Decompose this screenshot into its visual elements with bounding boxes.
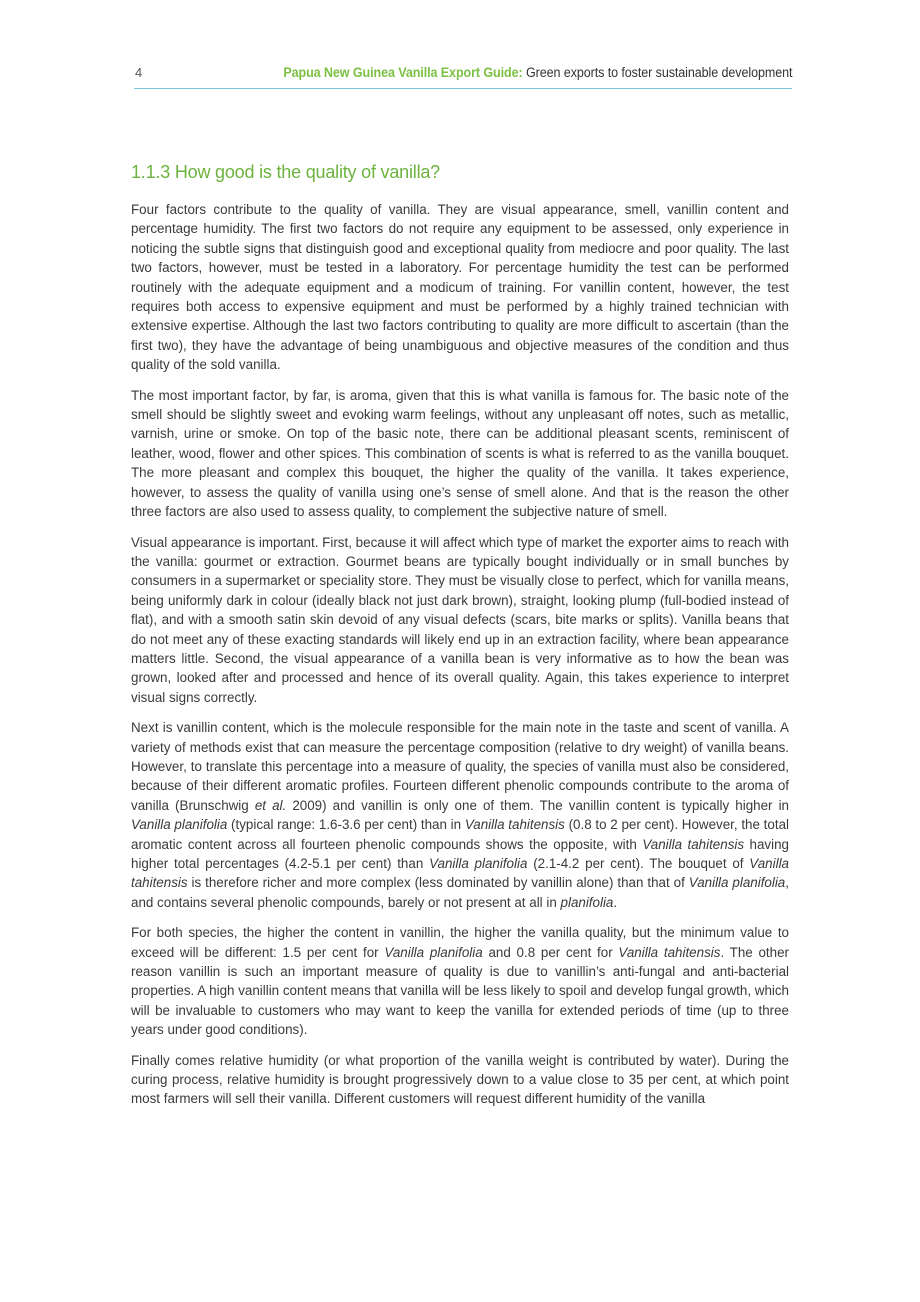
- species-name: Vanilla tahitensis: [642, 836, 745, 852]
- text-run: is therefore richer and more complex (less dominated by vanillin alone) than that of: [187, 875, 689, 891]
- page-number: 4: [135, 65, 143, 80]
- page-header: [134, 62, 792, 89]
- text-run: , and contains several phenolic compounds, barely or not present at all in: [131, 875, 789, 910]
- text-run: (2.1-4.2 per cent). The bouquet of: [527, 856, 750, 871]
- italic-citation: et al.: [254, 797, 287, 813]
- species-name: Vanilla planifolia: [384, 944, 483, 960]
- text-run: (typical range: 1.6-3.6 per cent) than in: [227, 817, 465, 833]
- guide-subtitle: Green exports to foster sustainable development: [525, 65, 792, 80]
- paragraph-aroma: The most important factor, by far, is aroma, given that this is what vanilla is famous for. The basic note of the smell should be slightly sweet and evoking warm feelings, without any unpleasant off notes, such as metallic, varnish, urine or smoke. On top of the basic note, there can be additional pleasant scents, reminiscent of leather, wood, flower and other spices. This combination of scents is what is referred to as the vanilla bouquet. The more pleasant and complex this bouquet, the higher the quality of the vanilla. It takes experience, however, to assess the quality of vanilla using one’s sense of smell alone. And that is the reason the other three factors are also used to assess quality, to complement the subjective nature of smell.: [131, 387, 789, 520]
- section-heading: 1.1.3 How good is the quality of vanilla?: [131, 162, 440, 182]
- paragraph-visual-appearance: Visual appearance is important. First, because it will affect which type of market the exporter aims to reach with the vanilla: gourmet or extraction. Gourmet beans are typically bought individually or in small bunches by consumers in a supermarket or speciality store. They must be visually close to perfect, which for vanilla means, being uniformly dark in colour (ideally black not just dark brown), straight, looking plump (full-bodied instead of flat), and with a smooth satin skin devoid of any visual defects (scars, bite marks or splits). Vanilla beans that do not meet any of these exacting standards will likely end up in an extraction facility, where bean appearance matters little. Second, the visual appearance of a vanilla bean is very informative as to how the bean was grown, looked after and processed and hence of its overall quality. Again, this takes experience to interpret visual signs correctly.: [131, 534, 789, 705]
- text-run: 2009) and vanillin is only one of them. The vanillin content is typically higher in: [286, 797, 790, 813]
- text-run: For both species, the higher the content in vanillin, the higher the vanilla quality, but the minimum value to exceed will be different: 1.5 per cent for: [131, 925, 789, 960]
- text-run: having higher total percentages (4.2-5.1 per cent) than: [131, 836, 789, 871]
- guide-title: Papua New Guinea Vanilla Export Guide:: [282, 65, 523, 80]
- text-run: . The other reason vanillin is such an important measure of quality is due to vanillin’s anti-fungal and anti-bacterial properties. A high vanillin content means that vanilla will be less likely to spoil and develop fungal growth, which will be invaluable to customers who may want to keep the vanilla for extended periods of time (up to three years under good conditions).: [131, 944, 790, 1038]
- text-run: (0.8 to 2 per cent). However, the total aromatic content across all fourteen phenolic compounds shows the opposite, with: [131, 817, 789, 852]
- species-name: Vanilla tahitensis: [618, 944, 721, 960]
- species-name: Vanilla tahitensis: [464, 817, 565, 833]
- paragraph-vanillin-content: [131, 718, 789, 912]
- running-title: [283, 65, 792, 80]
- text-run: .: [613, 894, 618, 910]
- paragraph-quality-factors: Four factors contribute to the quality of vanilla. They are visual appearance, smell, vanillin content and percentage humidity. The first two factors do not require any equipment to be assessed, only experience in noticing the subtle signs that distinguish good and exceptional quality from mediocre and poor quality. The last two factors, however, must be tested in a laboratory. For percentage humidity the test can be performed routinely with the adequate equipment and a modicum of training. For vanillin content, however, the test requires both access to expensive equipment and must be performed by a highly trained technician with extensive expertise. Although the last two factors contributing to quality are more difficult to ascertain (than the first two), they have the advantage of being unambiguous and objective measures of the condition and thus quality of the sold vanilla.: [131, 202, 789, 373]
- paragraph-minimum-vanillin: [131, 923, 789, 1039]
- text-run: and 0.8 per cent for: [482, 944, 619, 960]
- species-name: planifolia: [560, 894, 614, 910]
- paragraph-relative-humidity: Finally comes relative humidity (or what proportion of the vanilla weight is contributed by water). During the curing process, relative humidity is brought progressively down to a value close to 35 per cent, at which point most farmers will sell their vanilla. Different customers will request different humidity of the vanilla: [131, 1052, 789, 1107]
- species-name: Vanilla tahitensis: [131, 856, 789, 891]
- species-name: Vanilla planifolia: [688, 875, 786, 891]
- species-name: Vanilla planifolia: [429, 856, 528, 871]
- species-name: Vanilla planifolia: [131, 817, 228, 833]
- text-run: Next is vanillin content, which is the molecule responsible for the main note in the taste and scent of vanilla. A variety of methods exist that can measure the percentage composition (relative to dry weight) of vanilla beans. However, to translate this percentage into a measure of quality, the species of vanilla must also be considered, because of their different aromatic profiles. Fourteen different phenolic compounds contribute to the aroma of vanilla (Brunschwig: [131, 720, 789, 813]
- body-text: [131, 200, 789, 1120]
